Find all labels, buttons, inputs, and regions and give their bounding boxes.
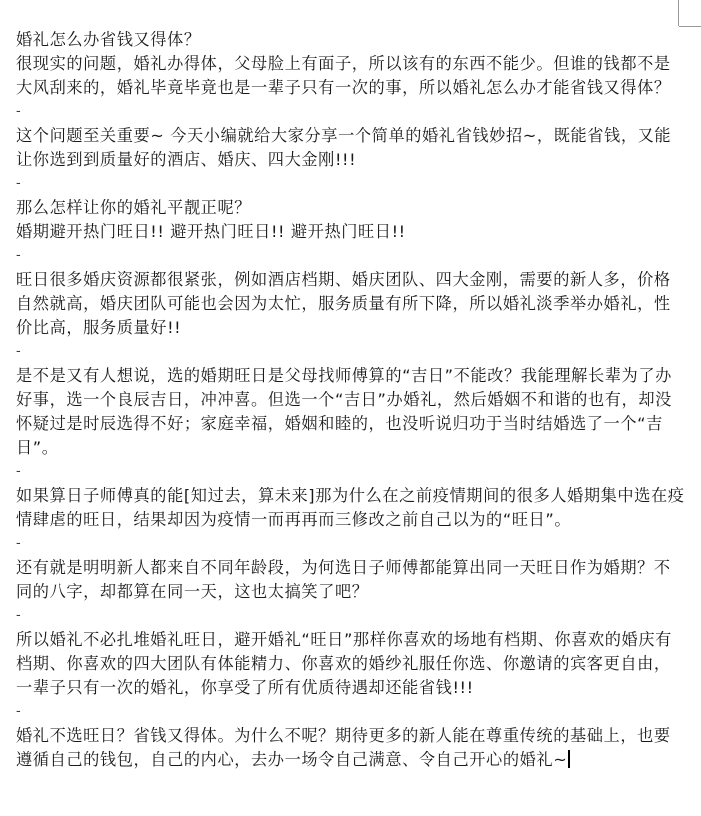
paragraph[interactable]: 这个问题至关重要~ 今天小编就给大家分享一个简单的婚礼省钱妙招~，既能省钱，又能让你选到到质量好的酒店、婚庆、四大金刚!!! (16, 126, 672, 169)
paragraph[interactable]: 旺日很多婚庆资源都很紧张，例如酒店档期、婚庆团队、四大金刚，需要的新人多，价格自然就高，婚庆团队可能也会因为太忙，服务质量有所下降，所以婚礼淡季举办婚礼，性价比高，服务质量好!! (16, 270, 671, 337)
document-title[interactable]: 婚礼怎么办省钱又得体？ (16, 30, 201, 49)
separator[interactable]: - (16, 344, 21, 359)
paragraph[interactable]: 还有就是明明新人都来自不同年龄段，为何选日子师傅都能算出同一天旺日作为婚期？不同的八字，却都算在同一天，这也太搞笑了吧？ (16, 558, 671, 601)
paragraph[interactable]: 很现实的问题，婚礼办得体，父母脸上有面子，所以该有的东西不能少。但谁的钱都不是大风刮来的，婚礼毕竟毕竟也是一辈子只有一次的事，所以婚礼怎么办才能省钱又得体？ (16, 54, 671, 97)
separator[interactable]: - (16, 248, 21, 263)
paragraph[interactable]: 婚礼不选旺日？省钱又得体。为什么不呢？期待更多的新人能在尊重传统的基础上，也要遵循自己的钱包，自己的内心，去办一场令自己满意、令自己开心的婚礼~ (16, 726, 671, 769)
document-body[interactable] (16, 28, 686, 772)
paragraph[interactable]: 婚期避开热门旺日!! 避开热门旺日!! 避开热门旺日!! (16, 222, 406, 241)
separator[interactable]: - (16, 176, 21, 191)
separator[interactable]: - (16, 536, 21, 551)
separator[interactable]: - (16, 704, 21, 719)
margin-corner-mark (678, 0, 679, 26)
margin-corner-mark (679, 26, 701, 27)
separator[interactable]: - (16, 464, 21, 479)
separator[interactable]: - (16, 608, 21, 623)
paragraph[interactable]: 如果算日子师傅真的能[知过去，算未来]那为什么在之前疫情期间的很多人婚期集中选在疫情肆虐的旺日，结果却因为疫情一而再再而三修改之前自己以为的“旺日”。 (16, 486, 685, 529)
paragraph[interactable]: 是不是又有人想说，选的婚期旺日是父母找师傅算的“吉日”不能改？我能理解长辈为了办好事，选一个良辰吉日，冲冲喜。但选一个“吉日”办婚礼，然后婚姻不和谐的也有，却没怀疑过是时辰选得不好；家庭幸福，婚姻和睦的，也没听说归功于当时结婚选了一个“吉日”。 (16, 366, 672, 457)
separator[interactable]: - (16, 104, 21, 119)
paragraph[interactable]: 那么怎样让你的婚礼平靓正呢？ (16, 198, 252, 217)
text-cursor (568, 750, 570, 768)
paragraph[interactable]: 所以婚礼不必扎堆婚礼旺日，避开婚礼“旺日”那样你喜欢的场地有档期、你喜欢的婚庆有档期、你喜欢的四大团队有体能精力、你喜欢的婚纱礼服任你选、你邀请的宾客更自由，一辈子只有一次的婚礼，你享受了所有优质待遇却还能省钱!!! (16, 630, 672, 697)
